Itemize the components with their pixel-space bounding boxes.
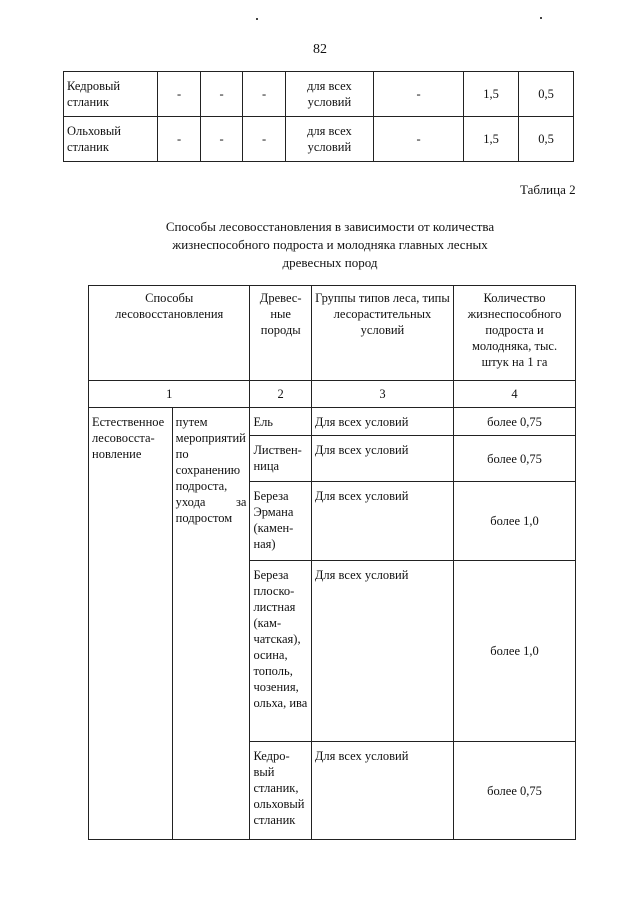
group-cell: Для всех условий bbox=[311, 482, 453, 561]
column-number: 1 bbox=[89, 381, 250, 408]
table-title: Способы лесовосстановления в зависимости от количества жизнеспособного подроста и молодняка главных лесных древесных пород bbox=[165, 219, 495, 270]
group-cell: Для всех условий bbox=[311, 561, 453, 742]
cell-name: Кедровый стланик bbox=[64, 72, 158, 117]
species-cell: Береза плоско- листная (кам- чатская), осина, тополь, чозения, ольха, ива bbox=[250, 561, 311, 742]
cell-name: Ольховый стланик bbox=[64, 117, 158, 162]
header-row bbox=[89, 286, 576, 381]
column-number: 4 bbox=[454, 381, 576, 408]
page-number: 82 bbox=[313, 42, 327, 57]
cell-dash: - bbox=[158, 72, 201, 117]
species-cell: Кедро- вый стланик, ольховый стланик bbox=[250, 742, 311, 840]
quantity-cell: более 1,0 bbox=[454, 561, 576, 742]
cell-dash: - bbox=[200, 117, 243, 162]
header-species: Древес- ные породы bbox=[250, 286, 311, 381]
column-number: 2 bbox=[250, 381, 311, 408]
column-number: 3 bbox=[311, 381, 453, 408]
table-row bbox=[89, 408, 576, 436]
header-quantity: Количество жизнеспособного подроста и молодняка, тыс. штук на 1 га bbox=[454, 286, 576, 381]
method-cell: Естественное лесовосста- новление bbox=[89, 408, 173, 840]
cell-dash: - bbox=[243, 117, 286, 162]
cell-dash: - bbox=[373, 117, 463, 162]
quantity-cell: более 0,75 bbox=[454, 742, 576, 840]
quantity-cell: более 0,75 bbox=[454, 408, 576, 436]
cell-dash: - bbox=[243, 72, 286, 117]
header-methods: Способы лесовосстановления bbox=[89, 286, 250, 381]
table-label: Таблица 2 bbox=[520, 182, 576, 197]
species-cell: Береза Эрмана (камен- ная) bbox=[250, 482, 311, 561]
cell-condition: для всех условий bbox=[285, 72, 373, 117]
cell-value: 0,5 bbox=[519, 117, 574, 162]
cell-dash: - bbox=[373, 72, 463, 117]
cell-dash: - bbox=[200, 72, 243, 117]
table-row bbox=[64, 72, 574, 117]
cell-value: 1,5 bbox=[464, 72, 519, 117]
main-table bbox=[88, 285, 576, 840]
table-row bbox=[64, 117, 574, 162]
top-table bbox=[63, 71, 574, 162]
scan-dot bbox=[256, 18, 258, 20]
number-row bbox=[89, 381, 576, 408]
method-detail-cell: путем мероприятий по сохранению подроста, ухода за подростом bbox=[172, 408, 250, 840]
scan-dot bbox=[540, 17, 542, 19]
quantity-cell: более 0,75 bbox=[454, 436, 576, 482]
species-cell: Ель bbox=[250, 408, 311, 436]
quantity-cell: более 1,0 bbox=[454, 482, 576, 561]
cell-dash: - bbox=[158, 117, 201, 162]
cell-value: 0,5 bbox=[519, 72, 574, 117]
species-cell: Листвен- ница bbox=[250, 436, 311, 482]
cell-condition: для всех условий bbox=[285, 117, 373, 162]
header-groups: Группы типов леса, типы лесорастительных условий bbox=[311, 286, 453, 381]
group-cell: Для всех условий bbox=[311, 408, 453, 436]
group-cell: Для всех условий bbox=[311, 742, 453, 840]
cell-value: 1,5 bbox=[464, 117, 519, 162]
group-cell: Для всех условий bbox=[311, 436, 453, 482]
